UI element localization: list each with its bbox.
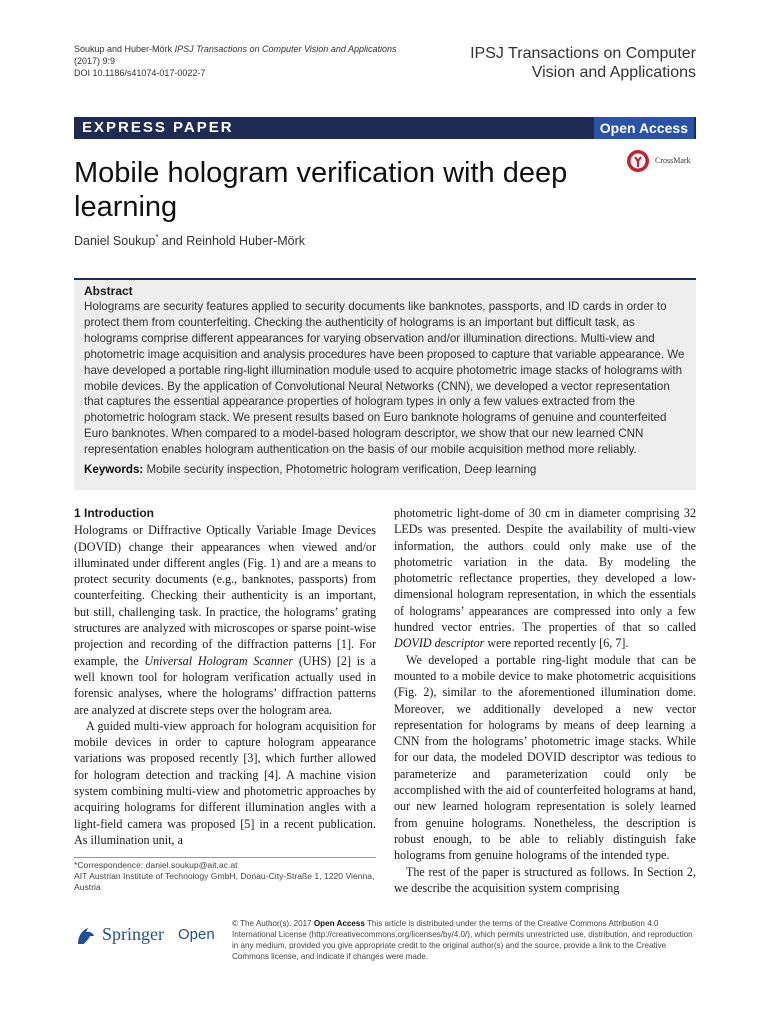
- license-notice: © The Author(s). 2017 Open Access This article is distributed under the terms of the Creative Commons Attribution 4.0 International License (http://creativecommons.org/licenses/by/4.0/), which permits unrestricted use, distribution, and reproduction in any medium, provided you give appropriate credit to the original author(s) and the source, provide a link to the Creative Commons license, and indicate if changes were made.: [232, 919, 693, 961]
- author-first: Daniel Soukup: [74, 234, 156, 249]
- paragraph: A guided multi-view approach for hologram acquisition for mobile devices in order to capture hologram appearance variations was proposed recently [3], which further allowed for hologram detection and tracking [4]. A machine vision system combining multi-view and photometric approaches by acquiring holograms for different illumination angles with a light-field camera was proposed [5] in a recent publication. As illumination unit, a: [74, 718, 376, 847]
- citation-authors: Soukup and Huber-Mörk: [74, 44, 173, 54]
- publisher-name: Springer: [102, 924, 164, 944]
- springer-horse-icon: [74, 923, 98, 947]
- keywords-line: [84, 463, 687, 476]
- keywords-label: Keywords:: [84, 463, 144, 476]
- publisher-suffix: Open: [178, 926, 215, 943]
- open-access-badge: Open Access: [594, 117, 694, 139]
- citation-block: [74, 43, 404, 79]
- paper-title: Mobile hologram verification with deep learning: [74, 157, 568, 223]
- springer-open-logo[interactable]: [74, 920, 224, 950]
- abstract-text: Holograms are security features applied to security documents like banknotes, passports, and ID cards in order to protect them from counterfeiting. Checking the authenticity of holograms is an important but difficult task, as holograms comprise different appearances for varying observation and/or illumination directions. Multi-view and photometric image acquisition and analysis procedures have been proposed to capture that variable appearance. We have developed a portable ring-light illumination module used to acquire photometric image stacks of holograms with mobile devices. By the application of Convolutional Neural Networks (CNN), we developed a vector representation that captures the essential appearance properties of hologram types in only a few values extracted from the photometric hologram stack. We present results based on Euro banknote holograms of genuine and counterfeited Euro banknotes. When compared to a model-based hologram descriptor, we show that our new learned CNN representation enables hologram authentication on the basis of our mobile acquisition method more reliably.: [84, 300, 685, 457]
- paragraph: photometric light-dome of 30 cm in diameter comprising 32 LEDs was presented. Despite the availability of multi-view information, the authors could only make use of the photometric variation in the data. By modeling the photometric reflectance properties, they developed a low-dimensional hologram representation, in which the essentials of holograms’ appearances are compressed into only a few hundred vector entries. The properties of that so called DOVID descriptor were reported recently [6, 7].: [394, 506, 696, 651]
- affiliation: AIT Austrian Institute of Technology GmbH, Donau-City-Straße 1, 1220 Vienna, Austria: [74, 871, 375, 892]
- body-column-left: [74, 505, 376, 848]
- citation-journal: IPSJ Transactions on Computer Vision and Applications: [174, 44, 397, 54]
- footnote: [74, 860, 376, 893]
- author-list: [74, 233, 305, 248]
- journal-title: [420, 44, 696, 82]
- doi[interactable]: DOI 10.1186/s41074-017-0022-7: [74, 68, 206, 78]
- section-heading: 1 Introduction: [74, 506, 154, 520]
- paragraph: The rest of the paper is structured as follows. In Section 2, we describe the acquisition system comprising: [394, 864, 696, 895]
- citation-year: (2017) 9:9: [74, 56, 116, 66]
- article-type-banner: [74, 117, 696, 139]
- correspondence-marker: *: [155, 233, 159, 242]
- keywords-list: Mobile security inspection, Photometric hologram verification, Deep learning: [146, 463, 537, 476]
- crossmark-label[interactable]: CrossMark: [655, 156, 691, 165]
- abstract-box: [74, 278, 696, 490]
- article-type-label: EXPRESS PAPER: [82, 119, 234, 136]
- body-column-right: [394, 505, 696, 896]
- paragraph: Holograms or Diffractive Optically Variable Image Devices (DOVID) change their appearances when viewed and/or illuminated under different angles (Fig. 1) and are a means to protect security documents (e.g., banknotes, passports) from counterfeiting. Checking their authenticity is an important, but still, challenging task. In practice, the holograms’ grating structures are analyzed with microscopes or sparse point-wise projection and recording of the diffraction patterns [1]. For example, the Universal Hologram Scanner (UHS) [2] is a well known tool for hologram verification actually used in forensic analyses, where the holograms’ diffraction patterns are analyzed at discrete steps over the hologram area.: [74, 523, 377, 717]
- paragraph: We developed a portable ring-light module that can be mounted to a mobile device to make photometric acquisitions (Fig. 2), similar to the aforementioned illumination dome. Moreover, we additionally developed a new vector representation for holograms by means of deep learning a CNN from the holograms’ photometric image stacks. While for our data, the modeled DOVID descriptor was tedious to parameterize and parameterization could only be accomplished with the aid of counterfeited holograms at hand, our new learned hologram representation is solely learned from genuine holograms. Nonetheless, the description is robust enough, to be able to reliably distinguish fake holograms from genuine holograms of the intended type.: [394, 652, 696, 863]
- footnote-divider: [74, 857, 376, 858]
- author-rest: and Reinhold Huber-Mörk: [158, 234, 306, 249]
- journal-title-line1: IPSJ Transactions on Computer: [470, 45, 696, 62]
- abstract-heading: Abstract: [84, 284, 133, 298]
- correspondence-email[interactable]: *Correspondence: daniel.soukup@ait.ac.at: [74, 860, 238, 870]
- journal-title-line2: Vision and Applications: [531, 64, 696, 81]
